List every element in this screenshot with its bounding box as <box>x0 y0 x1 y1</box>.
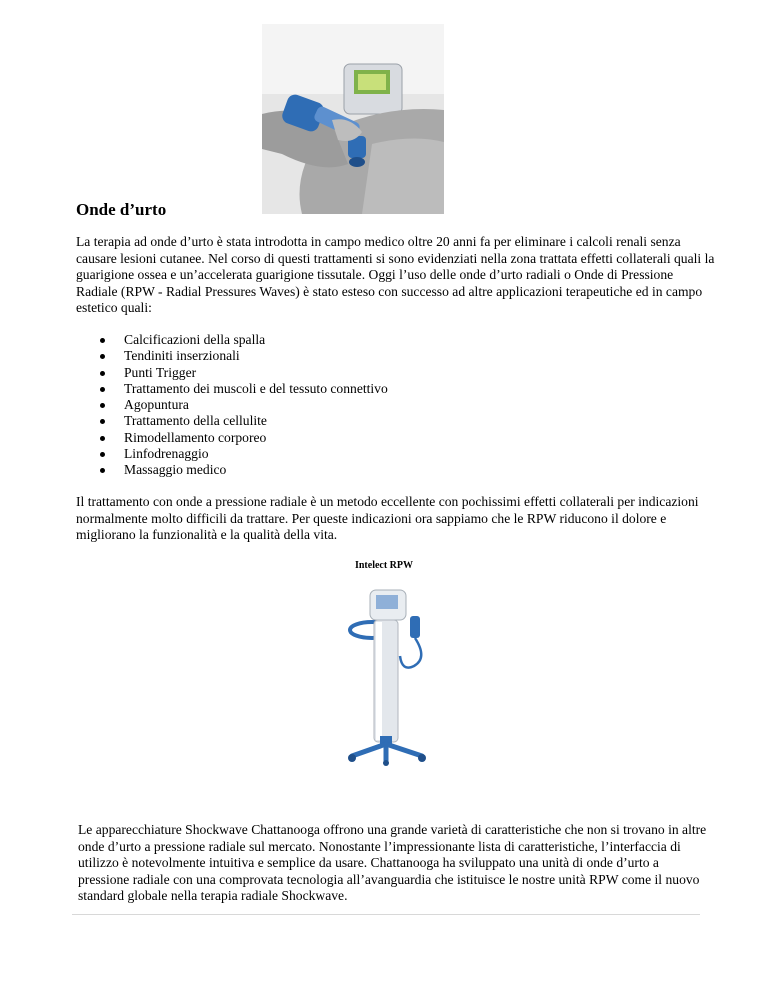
shockwave-treatment-photo <box>262 24 444 214</box>
bullet-icon <box>100 452 105 457</box>
list-item: Massaggio medico <box>100 462 388 478</box>
list-item: Punti Trigger <box>100 365 388 381</box>
list-item: Rimodellamento corporeo <box>100 430 388 446</box>
bullet-icon <box>100 436 105 441</box>
intelect-rpw-device-photo <box>336 586 440 766</box>
treatment-photo-illustration <box>262 24 444 214</box>
list-item: Trattamento della cellulite <box>100 413 388 429</box>
device-caption: Intelect RPW <box>354 560 414 571</box>
bullet-icon <box>100 387 105 392</box>
list-item: Tendiniti inserzionali <box>100 348 388 364</box>
divider <box>72 914 700 915</box>
bullet-icon <box>100 338 105 343</box>
list-item: Trattamento dei muscoli e del tessuto connettivo <box>100 381 388 397</box>
list-item: Calcificazioni della spalla <box>100 332 388 348</box>
bullet-icon <box>100 419 105 424</box>
bullet-icon <box>100 403 105 408</box>
bullet-icon <box>100 468 105 473</box>
list-item: Agopuntura <box>100 397 388 413</box>
applications-list <box>100 332 388 479</box>
closing-paragraph: Le apparecchiature Shockwave Chattanooga offrono una grande varietà di caratteristiche che non si trovano in altre onde d’urto a pressione radiale sul mercato. Nonostante l’impressionante lista di caratteristiche, l’interfaccia di utilizzo è notevolmente intuitiva e semplice da usare. Chattanooga ha sviluppato una unità di onde d’urto a pressione radiale con una comprovata tecnologia all’avanguardia che istituisce le nostre unità RPW come il nuovo standard globale nella terapia radiale Shockwave. <box>78 822 707 904</box>
bullet-icon <box>100 354 105 359</box>
treatment-paragraph: Il trattamento con onde a pressione radiale è un metodo eccellente con pochissimi effetti collaterali per indicazioni normalmente molto difficili da trattare. Per queste indicazioni ora sappiamo che le RPW riducono il dolore e migliorano la funzionalità e la qualità della vita. <box>76 494 699 543</box>
bullet-icon <box>100 371 105 376</box>
device-illustration <box>336 586 440 766</box>
page-title: Onde d’urto <box>76 200 167 219</box>
list-item: Linfodrenaggio <box>100 446 388 462</box>
intro-paragraph: La terapia ad onde d’urto è stata introdotta in campo medico oltre 20 anni fa per eliminare i calcoli renali senza causare lesioni cutanee. Nel corso di questi trattamenti si sono evidenziati nella zona trattata effetti collaterali quali la guarigione ossea e un’accelerata guarigione tissutale. Oggi l’uso delle onde d’urto radiali o Onde di Pressione Radiale (RPW - Radial Pressures Waves) è stato esteso con successo ad altre applicazioni terapeutiche ed in campo estetico quali: <box>76 234 715 316</box>
